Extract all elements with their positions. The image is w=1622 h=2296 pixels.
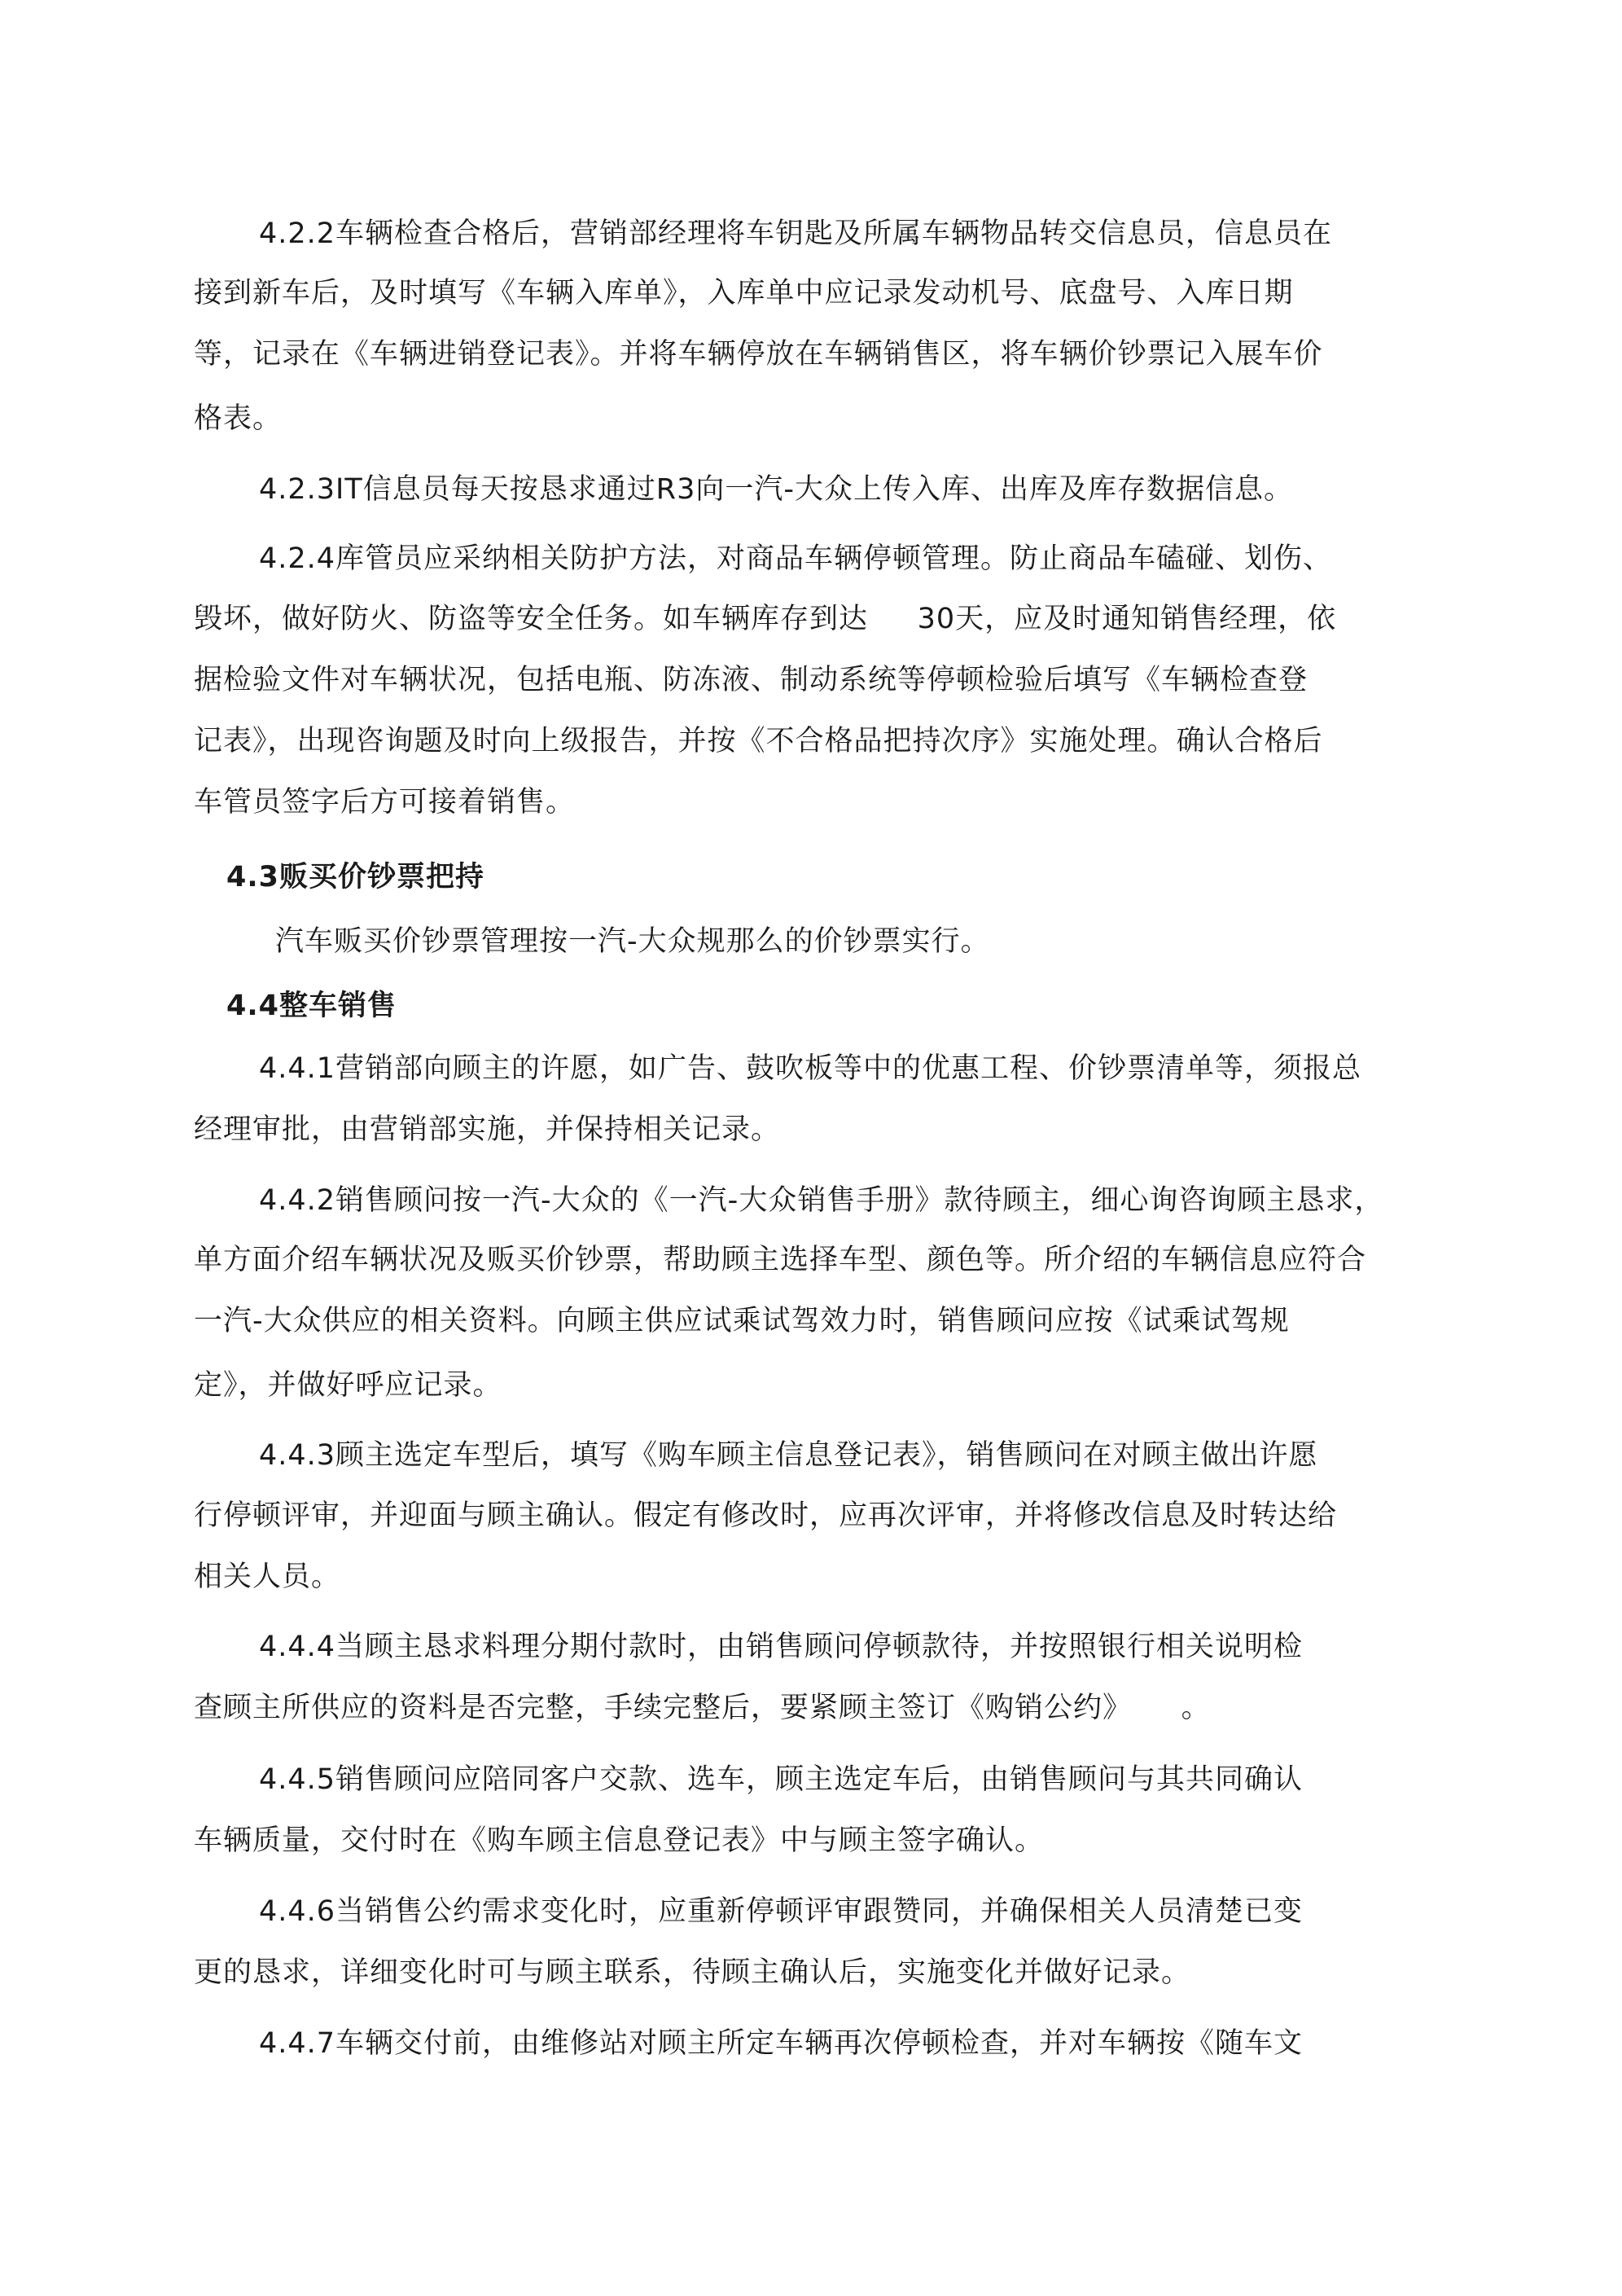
section-heading: 4.3贩买价钞票把持 xyxy=(226,861,485,893)
paragraph-line: 等，记录在《车辆进销登记表》。并将车辆停放在车辆销售区，将车辆价钞票记入展车价 xyxy=(194,338,1323,371)
paragraph-line: 车管员签字后方可接着销售。 xyxy=(194,786,576,819)
paragraph-line: 汽车贩买价钞票管理按一汽-大众规那么的价钞票实行。 xyxy=(275,925,990,958)
paragraph-line: 4.4.2销售顾问按一汽-大众的《一汽-大众销售手册》款待顾主，细心询咨询顾主恳求， xyxy=(259,1184,1384,1217)
paragraph-line: 更的恳求，详细变化时可与顾主联系，待顾主确认后，实施变化并做好记录。 xyxy=(194,1956,1191,1989)
paragraph-line: 4.2.4库管员应采纳相关防护方法，对商品车辆停顿管理。防止商品车磕碰、划伤、 xyxy=(259,542,1333,575)
paragraph-line: 4.4.3顾主选定车型后，填写《购车顾主信息登记表》，销售顾问在对顾主做出许愿 xyxy=(259,1439,1318,1472)
paragraph-line: 格表。 xyxy=(194,402,283,435)
paragraph-line: 接到新车后，及时填写《车辆入库单》，入库单中应记录发动机号、底盘号、入库日期 xyxy=(194,277,1294,309)
paragraph-line: 毁坏，做好防火、防盗等安全任务。如车辆库存到达 30天，应及时通知销售经理，依 xyxy=(194,603,1337,635)
paragraph-line: 4.4.6当销售公约需求变化时，应重新停顿评审跟赞同，并确保相关人员清楚已变 xyxy=(259,1895,1304,1928)
paragraph-line: 4.4.7车辆交付前，由维修站对顾主所定车辆再次停顿检查，并对车辆按《随车文 xyxy=(259,2027,1304,2060)
paragraph-line: 一汽-大众供应的相关资料。向顾主供应试乘试驾效力时，销售顾问应按《试乘试驾规 xyxy=(194,1305,1290,1337)
paragraph-line: 记表》，出现咨询题及时向上级报告，并按《不合格品把持次序》实施处理。确认合格后 xyxy=(194,725,1323,757)
paragraph-line: 单方面介绍车辆状况及贩买价钞票，帮助顾主选择车型、颜色等。所介绍的车辆信息应符合 xyxy=(194,1244,1367,1276)
section-heading: 4.4整车销售 xyxy=(226,990,397,1022)
paragraph-line: 4.4.5销售顾问应陪同客户交款、选车，顾主选定车后，由销售顾问与其共同确认 xyxy=(259,1763,1304,1796)
paragraph-line: 行停顿评审，并迎面与顾主确认。假定有修改时，应再次评审，并将修改信息及时转达给 xyxy=(194,1499,1338,1532)
paragraph-line: 定》，并做好呼应记录。 xyxy=(194,1369,502,1402)
paragraph-line: 4.2.2车辆检查合格后，营销部经理将车钥匙及所属车辆物品转交信息员，信息员在 xyxy=(259,217,1333,250)
paragraph-line: 车辆质量，交付时在《购车顾主信息登记表》中与顾主签字确认。 xyxy=(194,1824,1045,1857)
paragraph-line: 4.4.1营销部向顾主的许愿，如广告、鼓吹板等中的优惠工程、价钞票清单等，须报总 xyxy=(259,1052,1362,1085)
paragraph-line: 相关人员。 xyxy=(194,1561,341,1593)
paragraph-line: 经理审批，由营销部实施，并保持相关记录。 xyxy=(194,1113,781,1146)
paragraph-line: 4.4.4当顾主恳求料理分期付款时，由销售顾问停顿款待，并按照银行相关说明检 xyxy=(259,1631,1304,1663)
paragraph-line: 查顾主所供应的资料是否完整，手续完整后，要紧顾主签订《购销公约》 。 xyxy=(194,1692,1211,1724)
paragraph-line: 据检验文件对车辆状况，包括电瓶、防冻液、制动系统等停顿检验后填写《车辆检查登 xyxy=(194,664,1309,696)
paragraph-line: 4.2.3IT信息员每天按恳求通过R3向一汽-大众上传入库、出库及库存数据信息。 xyxy=(259,473,1293,506)
